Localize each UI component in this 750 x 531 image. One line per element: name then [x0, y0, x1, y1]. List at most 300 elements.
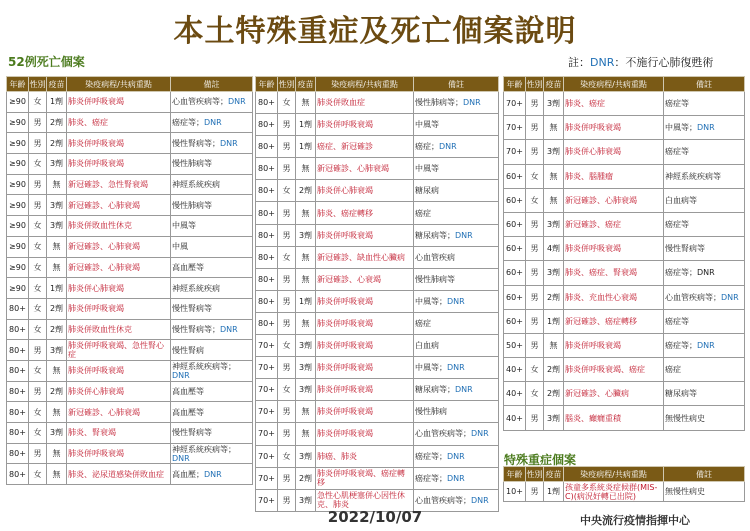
remark-text: 高血壓等: [172, 407, 204, 417]
remark-text: 慢性腎病等；: [172, 324, 220, 334]
table-row: [7, 423, 253, 444]
remark-text: 神經系統疾病等；: [172, 444, 236, 454]
remark-text: 癌症等: [665, 147, 689, 157]
note-suffix: ：不施行心肺復甦術: [614, 56, 714, 69]
vaccine-text: 無: [301, 274, 310, 284]
table-row: [256, 158, 499, 180]
vaccine-cell: [47, 298, 67, 319]
sex-text: 男: [33, 449, 42, 459]
death-table-2: [255, 76, 499, 512]
disease-course-text: 新冠確診、心衰竭: [317, 274, 381, 284]
age-cell: [7, 92, 29, 113]
vaccine-cell: [296, 92, 316, 114]
table-row: [7, 174, 253, 195]
sex-text: 女: [530, 195, 539, 205]
dnr-tag: DNR: [697, 123, 715, 133]
age-cell: [504, 237, 526, 261]
sex-text: 男: [530, 244, 539, 254]
disease-course-cell: [316, 357, 414, 379]
sex-cell: [526, 116, 544, 140]
sex-cell: [526, 382, 544, 406]
disease-course-text: 肺炎、癌症、腎衰竭: [565, 268, 637, 278]
disease-course-cell: [564, 333, 664, 357]
remark-cell: [664, 406, 745, 430]
vaccine-text: 無: [301, 164, 310, 174]
age-text: 80+: [9, 366, 26, 376]
age-cell: [256, 335, 278, 357]
sex-cell: [278, 312, 296, 334]
remark-text: 癌症等: [665, 220, 689, 230]
sex-cell: [29, 195, 47, 216]
age-cell: [504, 188, 526, 212]
sex-text: 男: [282, 495, 291, 505]
remark-cell: [414, 114, 499, 136]
dnr-tag: DNR: [220, 324, 238, 334]
remark-text: 癌症等；DNR: [665, 268, 715, 278]
vaccine-cell: [47, 402, 67, 423]
table-row: [504, 188, 745, 212]
sex-cell: [278, 114, 296, 136]
remark-text: 慢性腎病等: [172, 428, 212, 438]
disease-course-text: 肺炎併敗血性休克: [68, 324, 132, 334]
disease-course-text: 肺炎併呼吸衰竭: [565, 340, 621, 350]
vaccine-cell: [544, 140, 564, 164]
disease-course-cell: [67, 174, 171, 195]
column-header: 染疫病程/共病重點: [67, 77, 171, 92]
remark-cell: [414, 158, 499, 180]
vaccine-text: 1劑: [298, 296, 313, 306]
age-cell: [256, 180, 278, 202]
remark-text: 慢性肺病等: [172, 200, 212, 210]
age-text: 40+: [506, 413, 523, 423]
vaccine-text: 2劑: [49, 138, 64, 148]
vaccine-text: 3劑: [49, 200, 64, 210]
sex-cell: [526, 358, 544, 382]
header-row: [504, 77, 745, 92]
remark-cell: [664, 92, 745, 116]
disease-course-cell: [67, 195, 171, 216]
table-row: [256, 290, 499, 312]
column-header: 年齡: [504, 467, 526, 482]
table-row: [504, 92, 745, 116]
disease-course-text: 肺炎、癌症轉移: [317, 208, 373, 218]
remark-cell: [664, 261, 745, 285]
age-cell: [504, 212, 526, 236]
sex-cell: [29, 133, 47, 154]
disease-course-text: 肺炎併呼吸衰竭: [68, 97, 124, 107]
table-row: [504, 140, 745, 164]
sex-cell: [526, 482, 544, 502]
age-cell: [256, 114, 278, 136]
vaccine-text: 無: [52, 407, 61, 417]
vaccine-cell: [296, 290, 316, 312]
table-row: [256, 180, 499, 202]
remark-text: 慢性肺病: [415, 407, 447, 417]
disease-course-cell: [316, 202, 414, 224]
age-cell: [256, 357, 278, 379]
disease-course-text: 肺炎併敗血性休克: [68, 221, 132, 231]
vaccine-text: 3劑: [49, 428, 64, 438]
sex-cell: [29, 340, 47, 361]
age-text: 80+: [9, 407, 26, 417]
sex-text: 男: [282, 120, 291, 130]
disease-course-cell: [67, 257, 171, 278]
vaccine-text: 無: [549, 340, 558, 350]
disease-course-cell: [564, 382, 664, 406]
dnr-tag: DNR: [455, 385, 473, 395]
remark-cell: [171, 298, 253, 319]
vaccine-cell: [544, 285, 564, 309]
vaccine-text: 2劑: [49, 304, 64, 314]
sex-cell: [278, 467, 296, 489]
disease-course-cell: [316, 312, 414, 334]
remark-text: 慢性肺病等: [172, 159, 212, 169]
remark-text: 癌症等；: [415, 473, 447, 483]
table-row: [7, 319, 253, 340]
sex-cell: [278, 246, 296, 268]
disease-course-cell: [564, 237, 664, 261]
remark-text: 高血壓等: [172, 386, 204, 396]
age-text: 70+: [258, 385, 275, 395]
sex-cell: [278, 335, 296, 357]
vaccine-cell: [544, 164, 564, 188]
sex-text: 男: [282, 274, 291, 284]
remark-cell: [171, 133, 253, 154]
sex-cell: [278, 158, 296, 180]
death-table-1: [6, 76, 253, 485]
vaccine-cell: [296, 445, 316, 467]
sex-cell: [526, 285, 544, 309]
age-cell: [256, 401, 278, 423]
sex-cell: [526, 333, 544, 357]
column-header: 性別: [526, 467, 544, 482]
age-cell: [504, 140, 526, 164]
sex-text: 男: [530, 316, 539, 326]
age-text: 80+: [258, 164, 275, 174]
remark-cell: [664, 188, 745, 212]
sex-text: 男: [33, 200, 42, 210]
remark-text: 癌症等: [665, 316, 689, 326]
age-cell: [256, 379, 278, 401]
table-row: [504, 164, 745, 188]
table-row: [7, 340, 253, 361]
remark-text: 慢性肺病等: [415, 274, 455, 284]
sex-text: 女: [33, 283, 42, 293]
sex-text: 女: [282, 252, 291, 262]
disease-course-cell: [316, 180, 414, 202]
disease-course-cell: [316, 268, 414, 290]
disease-course-cell: [316, 290, 414, 312]
disease-course-cell: [67, 443, 171, 464]
sex-cell: [29, 236, 47, 257]
column-header: 備註: [664, 77, 745, 92]
vaccine-cell: [47, 278, 67, 299]
vaccine-text: 3劑: [298, 451, 313, 461]
age-cell: [256, 158, 278, 180]
disease-course-text: 癌症、新冠確診: [317, 142, 373, 152]
age-text: 80+: [9, 324, 26, 334]
age-cell: [7, 298, 29, 319]
header-row: [504, 467, 745, 482]
age-text: ≥90: [9, 262, 26, 272]
remark-cell: [414, 180, 499, 202]
column-header: 性別: [29, 77, 47, 92]
vaccine-text: 無: [301, 98, 310, 108]
remark-cell: [171, 423, 253, 444]
vaccine-text: 無: [52, 366, 61, 376]
disease-course-cell: [67, 360, 171, 381]
age-cell: [7, 174, 29, 195]
remark-cell: [171, 464, 253, 485]
remark-cell: [664, 358, 745, 382]
vaccine-text: 3劑: [298, 230, 313, 240]
remark-cell: [664, 309, 745, 333]
sex-text: 女: [33, 159, 42, 169]
vaccine-cell: [544, 116, 564, 140]
disease-course-text: 肺炎併呼吸衰竭: [565, 244, 621, 254]
vaccine-text: 2劑: [298, 186, 313, 196]
age-text: 70+: [258, 363, 275, 373]
sex-text: 男: [282, 473, 291, 483]
disease-course-text: 肺炎併呼吸衰竭: [317, 407, 373, 417]
age-cell: [7, 278, 29, 299]
age-text: 80+: [258, 120, 275, 130]
table-row: [7, 443, 253, 464]
page-title: 本土特殊重症及死亡個案說明: [173, 14, 577, 49]
vaccine-cell: [544, 188, 564, 212]
age-text: 80+: [258, 142, 275, 152]
sex-cell: [29, 257, 47, 278]
sex-text: 女: [282, 385, 291, 395]
age-cell: [504, 164, 526, 188]
disease-course-text: 新冠確診、心肺衰竭: [565, 195, 637, 205]
remark-cell: [171, 174, 253, 195]
vaccine-cell: [296, 379, 316, 401]
age-cell: [7, 319, 29, 340]
table-row: [7, 112, 253, 133]
disease-course-cell: [564, 482, 664, 502]
sex-cell: [278, 290, 296, 312]
vaccine-text: 無: [52, 180, 61, 190]
sex-cell: [29, 278, 47, 299]
table-row: [256, 312, 499, 334]
table-row: [256, 136, 499, 158]
age-cell: [256, 423, 278, 445]
vaccine-text: 無: [52, 262, 61, 272]
vaccine-cell: [544, 92, 564, 116]
dnr-tag: DNR: [455, 230, 473, 240]
vaccine-cell: [544, 406, 564, 430]
table-row: [504, 406, 745, 430]
vaccine-text: 3劑: [546, 99, 561, 109]
sex-text: 女: [33, 221, 42, 231]
age-cell: [7, 360, 29, 381]
remark-text: 中風: [172, 242, 188, 252]
disease-course-cell: [564, 140, 664, 164]
column-header: 年齡: [504, 77, 526, 92]
table-row: [7, 464, 253, 485]
sex-text: 男: [530, 487, 539, 496]
disease-course-text: 肺炎併呼吸衰竭: [68, 159, 124, 169]
sex-text: 男: [530, 413, 539, 423]
remark-cell: [171, 154, 253, 175]
remark-cell: [414, 357, 499, 379]
sex-cell: [29, 112, 47, 133]
vaccine-cell: [296, 335, 316, 357]
age-cell: [7, 154, 29, 175]
dnr-tag: DNR: [439, 142, 457, 152]
disease-course-cell: [564, 188, 664, 212]
column-header: 備註: [171, 77, 253, 92]
vaccine-text: 無: [52, 469, 61, 479]
disease-course-cell: [316, 467, 414, 489]
column-header: 疫苗: [47, 77, 67, 92]
age-text: 70+: [506, 123, 523, 133]
remark-cell: [171, 92, 253, 113]
table-row: [7, 154, 253, 175]
vaccine-cell: [296, 423, 316, 445]
age-text: 60+: [506, 220, 523, 230]
age-text: 60+: [506, 195, 523, 205]
remark-text: 白血病等: [665, 195, 697, 205]
remark-cell: [414, 401, 499, 423]
disease-course-cell: [564, 92, 664, 116]
disease-course-text: 肺炎併呼吸衰竭: [317, 385, 373, 395]
disease-course-text: 肺炎併呼吸衰竭: [317, 296, 373, 306]
age-text: 80+: [9, 304, 26, 314]
remark-text: 糖尿病等；: [415, 385, 455, 395]
age-cell: [7, 195, 29, 216]
column-header: 年齡: [7, 77, 29, 92]
disease-course-text: 肺炎併呼吸衰竭: [317, 429, 373, 439]
remark-text: 糖尿病等；: [415, 230, 455, 240]
disease-course-text: 新冠確診、急性腎衰竭: [68, 180, 148, 190]
disease-course-cell: [67, 402, 171, 423]
disease-course-cell: [564, 261, 664, 285]
column-header: 疫苗: [544, 467, 564, 482]
sex-cell: [29, 298, 47, 319]
disease-course-text: 孩童多系統炎症候群(MIS-C)(病況好轉已出院): [565, 482, 658, 501]
remark-text: 心血管疾病: [415, 252, 455, 262]
vaccine-text: 1劑: [298, 120, 313, 130]
remark-text: 慢性腎病等: [665, 244, 705, 254]
remark-text: 心血管疾病等；: [415, 429, 471, 439]
table-row: [256, 268, 499, 290]
table-row: [7, 257, 253, 278]
age-text: 70+: [258, 473, 275, 483]
vaccine-cell: [296, 268, 316, 290]
age-text: ≥90: [9, 118, 26, 128]
vaccine-cell: [296, 246, 316, 268]
column-header: 性別: [278, 77, 296, 92]
age-text: 80+: [9, 386, 26, 396]
vaccine-text: 無: [301, 318, 310, 328]
vaccine-cell: [47, 216, 67, 237]
disease-course-cell: [564, 212, 664, 236]
sex-text: 女: [33, 97, 42, 107]
disease-course-text: 肺炎、癌症: [68, 118, 108, 128]
sex-cell: [278, 401, 296, 423]
remark-cell: [414, 268, 499, 290]
disease-course-text: 肺炎併呼吸衰竭: [565, 123, 621, 133]
age-text: ≥90: [9, 242, 26, 252]
disease-course-text: 肺炎併呼吸衰竭: [317, 120, 373, 130]
disease-course-cell: [316, 158, 414, 180]
column-header: 性別: [526, 77, 544, 92]
sex-text: 女: [282, 98, 291, 108]
sex-text: 男: [282, 429, 291, 439]
remark-cell: [664, 382, 745, 406]
remark-cell: [414, 136, 499, 158]
dnr-tag: DNR: [447, 473, 465, 483]
disease-course-text: 肺癌、肺炎: [317, 451, 357, 461]
sex-cell: [278, 379, 296, 401]
age-cell: [7, 257, 29, 278]
remark-cell: [171, 340, 253, 361]
age-cell: [256, 246, 278, 268]
disease-course-text: 肺炎併呼吸衰竭、急性腎心症: [68, 341, 164, 360]
sex-cell: [278, 445, 296, 467]
age-text: ≥90: [9, 221, 26, 231]
vaccine-cell: [47, 443, 67, 464]
dnr-note: [568, 54, 713, 70]
table-row: [256, 224, 499, 246]
age-cell: [256, 136, 278, 158]
age-text: 50+: [506, 340, 523, 350]
disease-course-cell: [67, 92, 171, 113]
vaccine-text: 3劑: [49, 159, 64, 169]
vaccine-cell: [47, 464, 67, 485]
special-cases-subtitle: 特殊重症個案: [504, 453, 577, 467]
table-row: [504, 309, 745, 333]
vaccine-text: 3劑: [49, 345, 64, 355]
sex-text: 女: [282, 341, 291, 351]
sex-text: 女: [33, 366, 42, 376]
sex-text: 男: [530, 123, 539, 133]
vaccine-cell: [47, 381, 67, 402]
table-row: [7, 133, 253, 154]
age-text: 40+: [506, 365, 523, 375]
remark-text: 慢性肺病等；: [415, 98, 463, 108]
remark-cell: [664, 482, 745, 502]
age-cell: [256, 202, 278, 224]
disease-course-text: 肺炎、腎衰竭: [68, 428, 116, 438]
remark-text: 癌症等；: [665, 340, 697, 350]
vaccine-cell: [47, 133, 67, 154]
report-date: 2022/10/07: [327, 508, 423, 526]
vaccine-text: 2劑: [298, 473, 313, 483]
remark-text: 中風等；: [415, 296, 447, 306]
vaccine-cell: [544, 382, 564, 406]
remark-cell: [171, 402, 253, 423]
remark-text: 心血管疾病等；: [665, 292, 721, 302]
dnr-tag: DNR: [447, 363, 465, 373]
age-cell: [7, 236, 29, 257]
death-table-3: [503, 76, 745, 431]
vaccine-text: 1劑: [298, 142, 313, 152]
remark-cell: [414, 246, 499, 268]
disease-course-text: 新冠確診、心肺衰竭: [68, 262, 140, 272]
disease-course-text: 新冠確診、心臟病: [565, 389, 629, 399]
disease-course-text: 肺炎併心肺衰竭: [565, 147, 621, 157]
table-row: [256, 92, 499, 114]
vaccine-cell: [544, 261, 564, 285]
vaccine-cell: [544, 309, 564, 333]
remark-text: 神經系統疾病: [172, 283, 220, 293]
disease-course-cell: [67, 112, 171, 133]
remark-cell: [171, 236, 253, 257]
age-text: ≥90: [9, 159, 26, 169]
